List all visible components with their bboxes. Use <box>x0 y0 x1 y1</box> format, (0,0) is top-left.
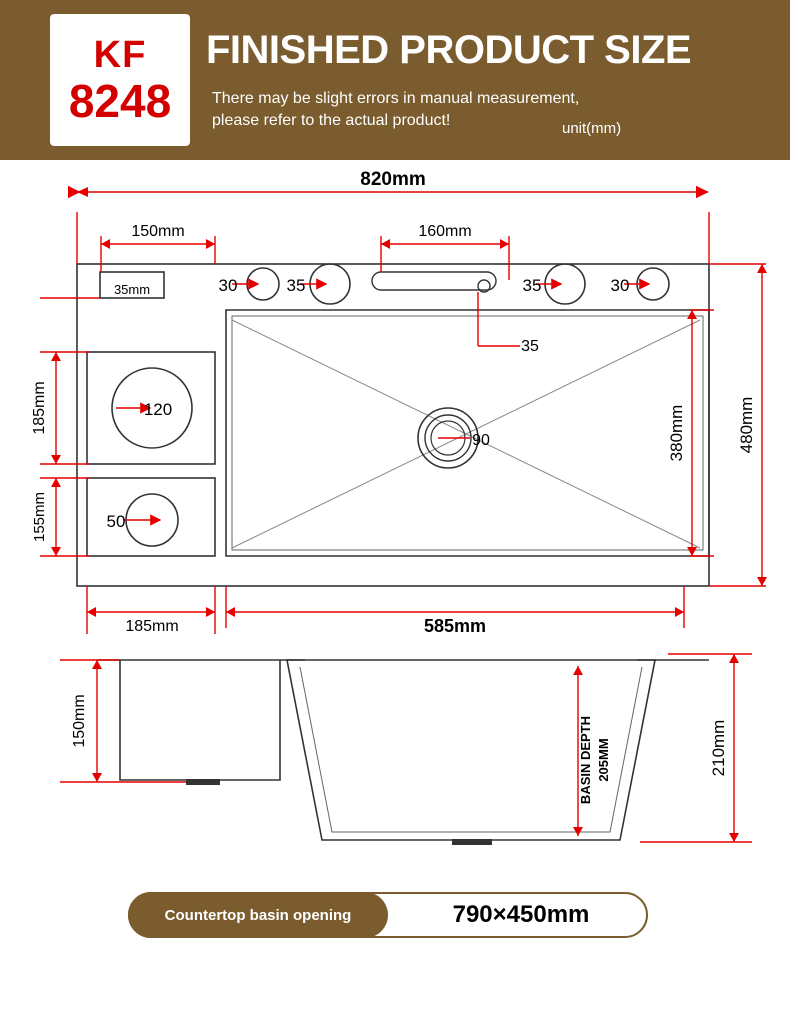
label-basin-depth-value: 205MM <box>596 738 611 782</box>
badge-brand: KF <box>93 34 147 76</box>
header-subtitle-line2: please refer to the actual product! <box>212 112 451 129</box>
label-side-overall-height: 210mm <box>709 719 728 777</box>
opening-label: Countertop basin opening <box>164 906 352 924</box>
label-hole-3: 35 <box>522 276 542 295</box>
header-banner <box>0 0 790 160</box>
badge-model: 8248 <box>68 75 172 127</box>
label-circle-small: 50 <box>106 512 126 531</box>
footer-opening-spec <box>128 892 648 938</box>
label-basin-depth: BASIN DEPTH <box>578 715 593 805</box>
label-hole-1: 30 <box>218 276 238 295</box>
label-left-upper-height: 185mm <box>31 381 48 435</box>
page-title: FINISHED PRODUCT SIZE <box>206 28 692 72</box>
label-drain: 90 <box>472 432 490 449</box>
header-subtitle-line1: There may be slight errors in manual measurement, <box>212 90 580 107</box>
label-small-hole: 35mm <box>113 282 151 297</box>
label-hole-2: 35 <box>286 276 306 295</box>
label-bowl-bottom-width: 585mm <box>423 616 487 636</box>
side-view-outline <box>97 660 709 842</box>
label-faucet-ledge-width: 160mm <box>418 223 472 240</box>
technical-drawing <box>0 160 790 1010</box>
header-subtitle <box>212 88 579 132</box>
label-left-bottom-width: 185mm <box>125 618 179 635</box>
label-side-left-height: 150mm <box>71 694 88 748</box>
label-overall-height: 480mm <box>737 396 756 454</box>
label-overall-width: 820mm <box>360 169 426 190</box>
label-hole-4: 30 <box>610 276 630 295</box>
label-slot-depth: 35 <box>521 338 539 355</box>
label-left-zone-width: 150mm <box>131 223 185 240</box>
opening-value: 790×450mm <box>452 901 590 928</box>
label-bowl-height: 380mm <box>667 404 686 462</box>
product-badge <box>50 14 190 146</box>
unit-note: unit(mm) <box>562 120 622 137</box>
label-left-lower-height: 155mm <box>31 491 48 543</box>
opening-label-pill <box>128 892 388 938</box>
label-circle-large: 120 <box>143 400 173 419</box>
